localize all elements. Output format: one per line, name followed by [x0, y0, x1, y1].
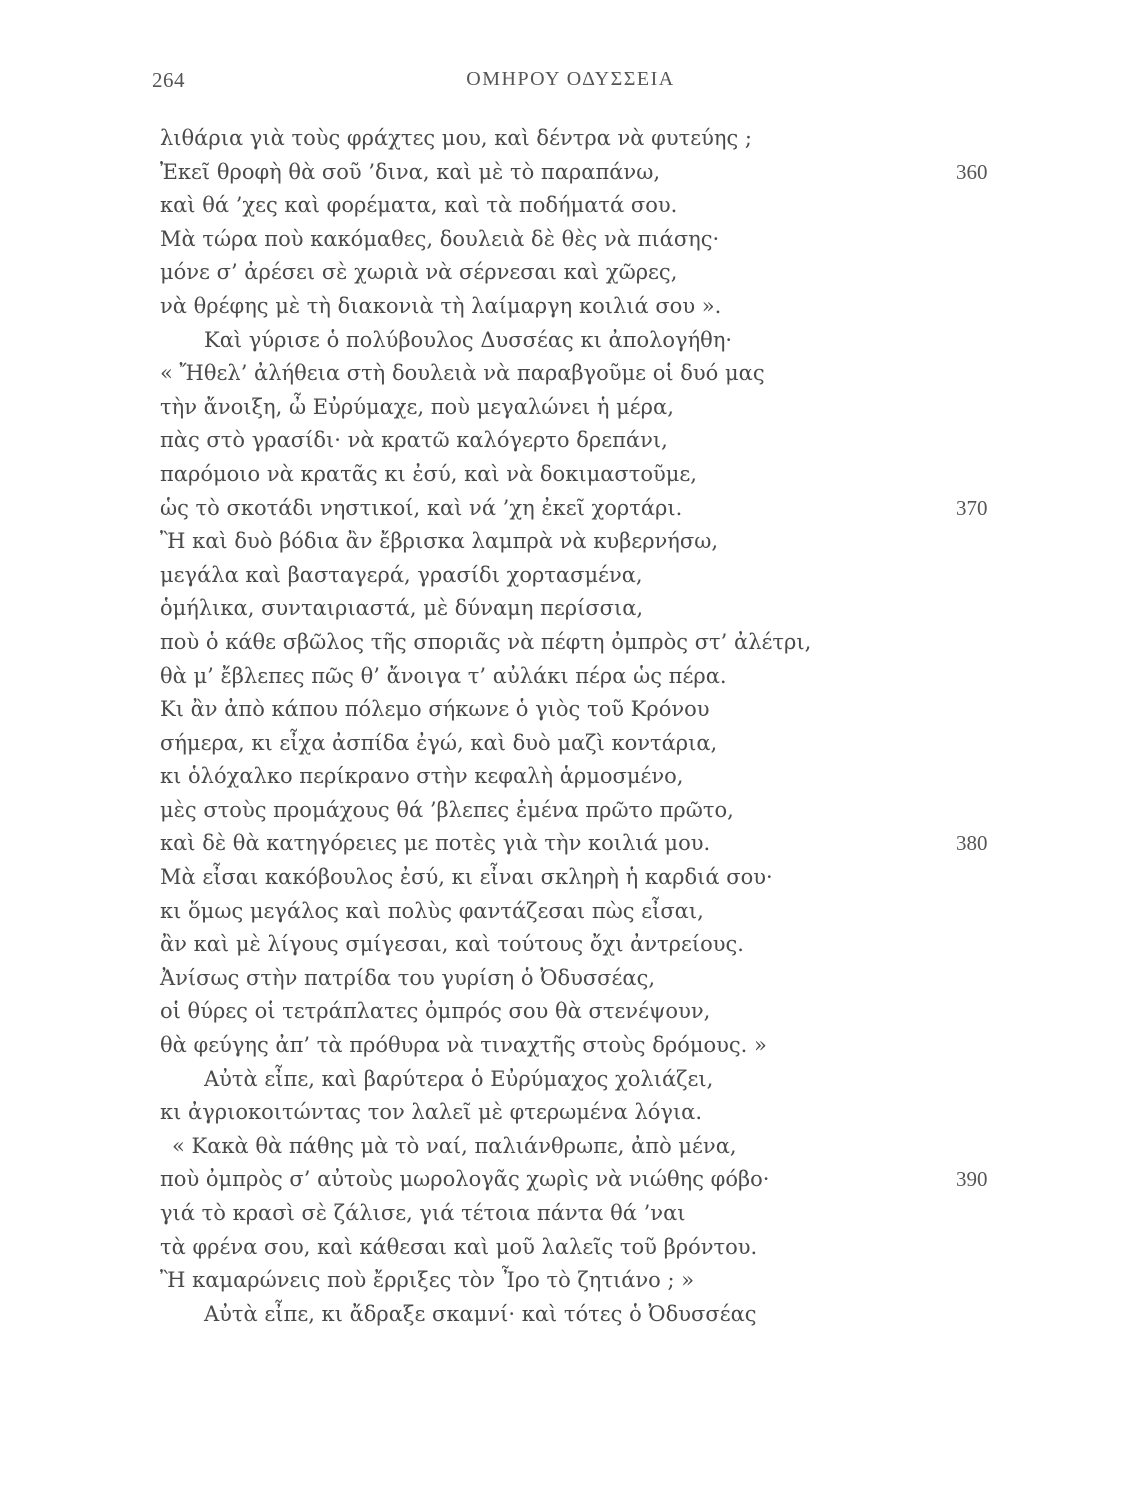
verse-text: ὁμήλικα, συνταιριαστά, μὲ δύναμη περίσσια,: [160, 596, 644, 621]
verse-text: μόνε σ’ ἀρέσει σὲ χωριὰ νὰ σέρνεσαι καὶ χῶρες,: [160, 260, 678, 285]
verse-text: γιά τὸ κρασὶ σὲ ζάλισε, γιά τέτοια πάντα θά ’ναι: [160, 1201, 686, 1225]
verse-text: λιθάρια γιὰ τοὺς φράχτες μου, καὶ δέντρα νὰ φυτεύης ;: [160, 126, 752, 150]
verse-line: [160, 256, 1020, 290]
verse-text: Μὰ τώρα ποὺ κακόμαθες, δουλειὰ δὲ θὲς νὰ πιάσης·: [160, 226, 720, 251]
verse-line: [160, 592, 1020, 626]
verse-line: [160, 995, 1020, 1029]
verse-line: [160, 861, 1020, 895]
verse-text: θὰ μ’ ἔβλεπες πῶς θ’ ἄνοιγα τ’ αὐλάκι πέρα ὡς πέρα.: [160, 663, 727, 688]
running-title: ΟΜΗΡΟΥ ΟΔΥΣΣΕΙΑ: [466, 68, 675, 90]
verse-line: [160, 324, 1020, 358]
verse-text: Ἢ καὶ δυὸ βόδια ἂν ἔβρισκα λαμπρὰ νὰ κυβερνήσω,: [160, 529, 719, 554]
verse-line: [160, 458, 1020, 492]
verse-line: [160, 727, 1020, 761]
line-number: 370: [956, 495, 988, 520]
verse-line: [160, 1096, 1020, 1130]
verse-text: σήμερα, κι εἶχα ἀσπίδα ἐγώ, καὶ δυὸ μαζὶ κοντάρια,: [160, 730, 718, 755]
verse-line: [160, 1231, 1020, 1265]
verse-text: ὡς τὸ σκοτάδι νηστικοί, καὶ νά ’χη ἐκεῖ χορτάρι.: [160, 495, 683, 520]
line-number: 390: [956, 1167, 988, 1192]
verse-line: [160, 391, 1020, 425]
verse-line: [160, 1063, 1020, 1097]
verse-line: [160, 1298, 1020, 1332]
verse-text: καὶ θά ’χες καὶ φορέματα, καὶ τὰ ποδήματά σου.: [160, 193, 678, 218]
verse-text: τὰ φρένα σου, καὶ κάθεσαι καὶ μοῦ λαλεῖς τοῦ βρόντου.: [160, 1234, 758, 1259]
verse-text: θὰ φεύγης ἀπ’ τὰ πρόθυρα νὰ τιναχτῆς στοὺς δρόμους. »: [160, 1033, 767, 1058]
verse-text: Αὐτὰ εἶπε, καὶ βαρύτερα ὁ Εὐρύμαχος χολιάζει,: [204, 1066, 714, 1091]
verse-line: [160, 122, 1020, 156]
verse-text: κι ὁλόχαλκο περίκρανο στὴν κεφαλὴ ἁρμοσμένο,: [160, 764, 684, 789]
verse-line: [160, 827, 1020, 861]
verse-text: Ἢ καμαρώνεις ποὺ ἔρριξες τὸν Ἶρο τὸ ζητιάνο ; »: [160, 1268, 695, 1293]
verse-text: Καὶ γύρισε ὁ πολύβουλος Δυσσέας κι ἀπολογήθη·: [204, 327, 733, 352]
verse-line: [160, 525, 1020, 559]
verse-text: παρόμοιο νὰ κρατᾶς κι ἐσύ, καὶ νὰ δοκιμαστοῦμε,: [160, 461, 697, 486]
verse-text: μεγάλα καὶ βασταγερά, γρασίδι χορτασμένα,: [160, 562, 643, 587]
verse-line: [160, 1264, 1020, 1298]
verse-text: Μὰ εἶσαι κακόβουλος ἐσύ, κι εἶναι σκληρὴ ἡ καρδιά σου·: [160, 865, 773, 890]
page-number: 264: [152, 68, 185, 92]
verse-line: [160, 962, 1020, 996]
line-number: 360: [956, 159, 988, 184]
verse-line: [160, 290, 1020, 324]
verse-text: Ἀνίσως στὴν πατρίδα του γυρίση ὁ Ὀδυσσέας,: [160, 965, 656, 990]
verse-line: [160, 357, 1020, 391]
verse-text: ποὺ ὁ κάθε σβῶλος τῆς σποριᾶς νὰ πέφτη ὀμπρὸς στ’ ἀλέτρι,: [160, 629, 812, 654]
verse-text: ποὺ ὀμπρὸς σ’ αὐτοὺς μωρολογᾶς χωρὶς νὰ νιώθης φόβο·: [160, 1167, 770, 1192]
verse-text: νὰ θρέφης μὲ τὴ διακονιὰ τὴ λαίμαργη κοιλιά σου ».: [160, 293, 722, 318]
verse-line: [160, 1163, 1020, 1197]
line-number: 380: [956, 831, 988, 856]
verse-text: κι ὅμως μεγάλος καὶ πολὺς φαντάζεσαι πὼς εἶσαι,: [160, 898, 704, 923]
verse-line: [160, 492, 1020, 526]
verse-line: [160, 794, 1020, 828]
verse-line: [160, 693, 1020, 727]
verse-text: « Κακὰ θὰ πάθης μὰ τὸ ναί, παλιάνθρωπε, ἀπὸ μένα,: [172, 1133, 737, 1158]
verse-line: [160, 660, 1020, 694]
verse-line: [160, 1029, 1020, 1063]
verse-text: Ἐκεῖ θροφὴ θὰ σοῦ ’δινα, καὶ μὲ τὸ παραπάνω,: [160, 159, 660, 184]
verse-line: [160, 1130, 1020, 1164]
verse-line: [160, 626, 1020, 660]
verse-text: καὶ δὲ θὰ κατηγόρειες με ποτὲς γιὰ τὴν κοιλιά μου.: [160, 831, 711, 856]
verse-line: [160, 559, 1020, 593]
verse-text: τὴν ἄνοιξη, ὦ Εὐρύμαχε, ποὺ μεγαλώνει ἡ μέρα,: [160, 394, 674, 419]
verse-line: [160, 895, 1020, 929]
verse-text: πὰς στὸ γρασίδι· νὰ κρατῶ καλόγερτο δρεπάνι,: [160, 428, 668, 453]
verse-text: « Ἤθελ’ ἀλήθεια στὴ δουλειὰ νὰ παραβγοῦμε οἱ δυό μας: [160, 361, 765, 386]
verse-line: [160, 1197, 1020, 1231]
verse-text: οἱ θύρες οἱ τετράπλατες ὀμπρός σου θὰ στενέψουν,: [160, 999, 711, 1024]
verse-line: [160, 223, 1020, 257]
verse-line: [160, 760, 1020, 794]
verse-text: μὲς στοὺς προμάχους θά ’βλεπες ἐμένα πρῶτο πρῶτο,: [160, 797, 734, 822]
verse-text: κι ἀγριοκοιτώντας τον λαλεῖ μὲ φτερωμένα λόγια.: [160, 1100, 703, 1125]
verse-line: [160, 189, 1020, 223]
verse-line: [160, 424, 1020, 458]
verse-line: [160, 156, 1020, 190]
verse-text: Αὐτὰ εἶπε, κι ἄδραξε σκαμνί· καὶ τότες ὁ Ὀδυσσέας: [204, 1301, 757, 1326]
verse-text: Κι ἂν ἀπὸ κάπου πόλεμο σήκωνε ὁ γιὸς τοῦ Κρόνου: [160, 697, 710, 722]
verse-text: ἂν καὶ μὲ λίγους σμίγεσαι, καὶ τούτους ὄχι ἀντρείους.: [160, 932, 744, 957]
verse-block: [160, 122, 1020, 1331]
verse-line: [160, 928, 1020, 962]
